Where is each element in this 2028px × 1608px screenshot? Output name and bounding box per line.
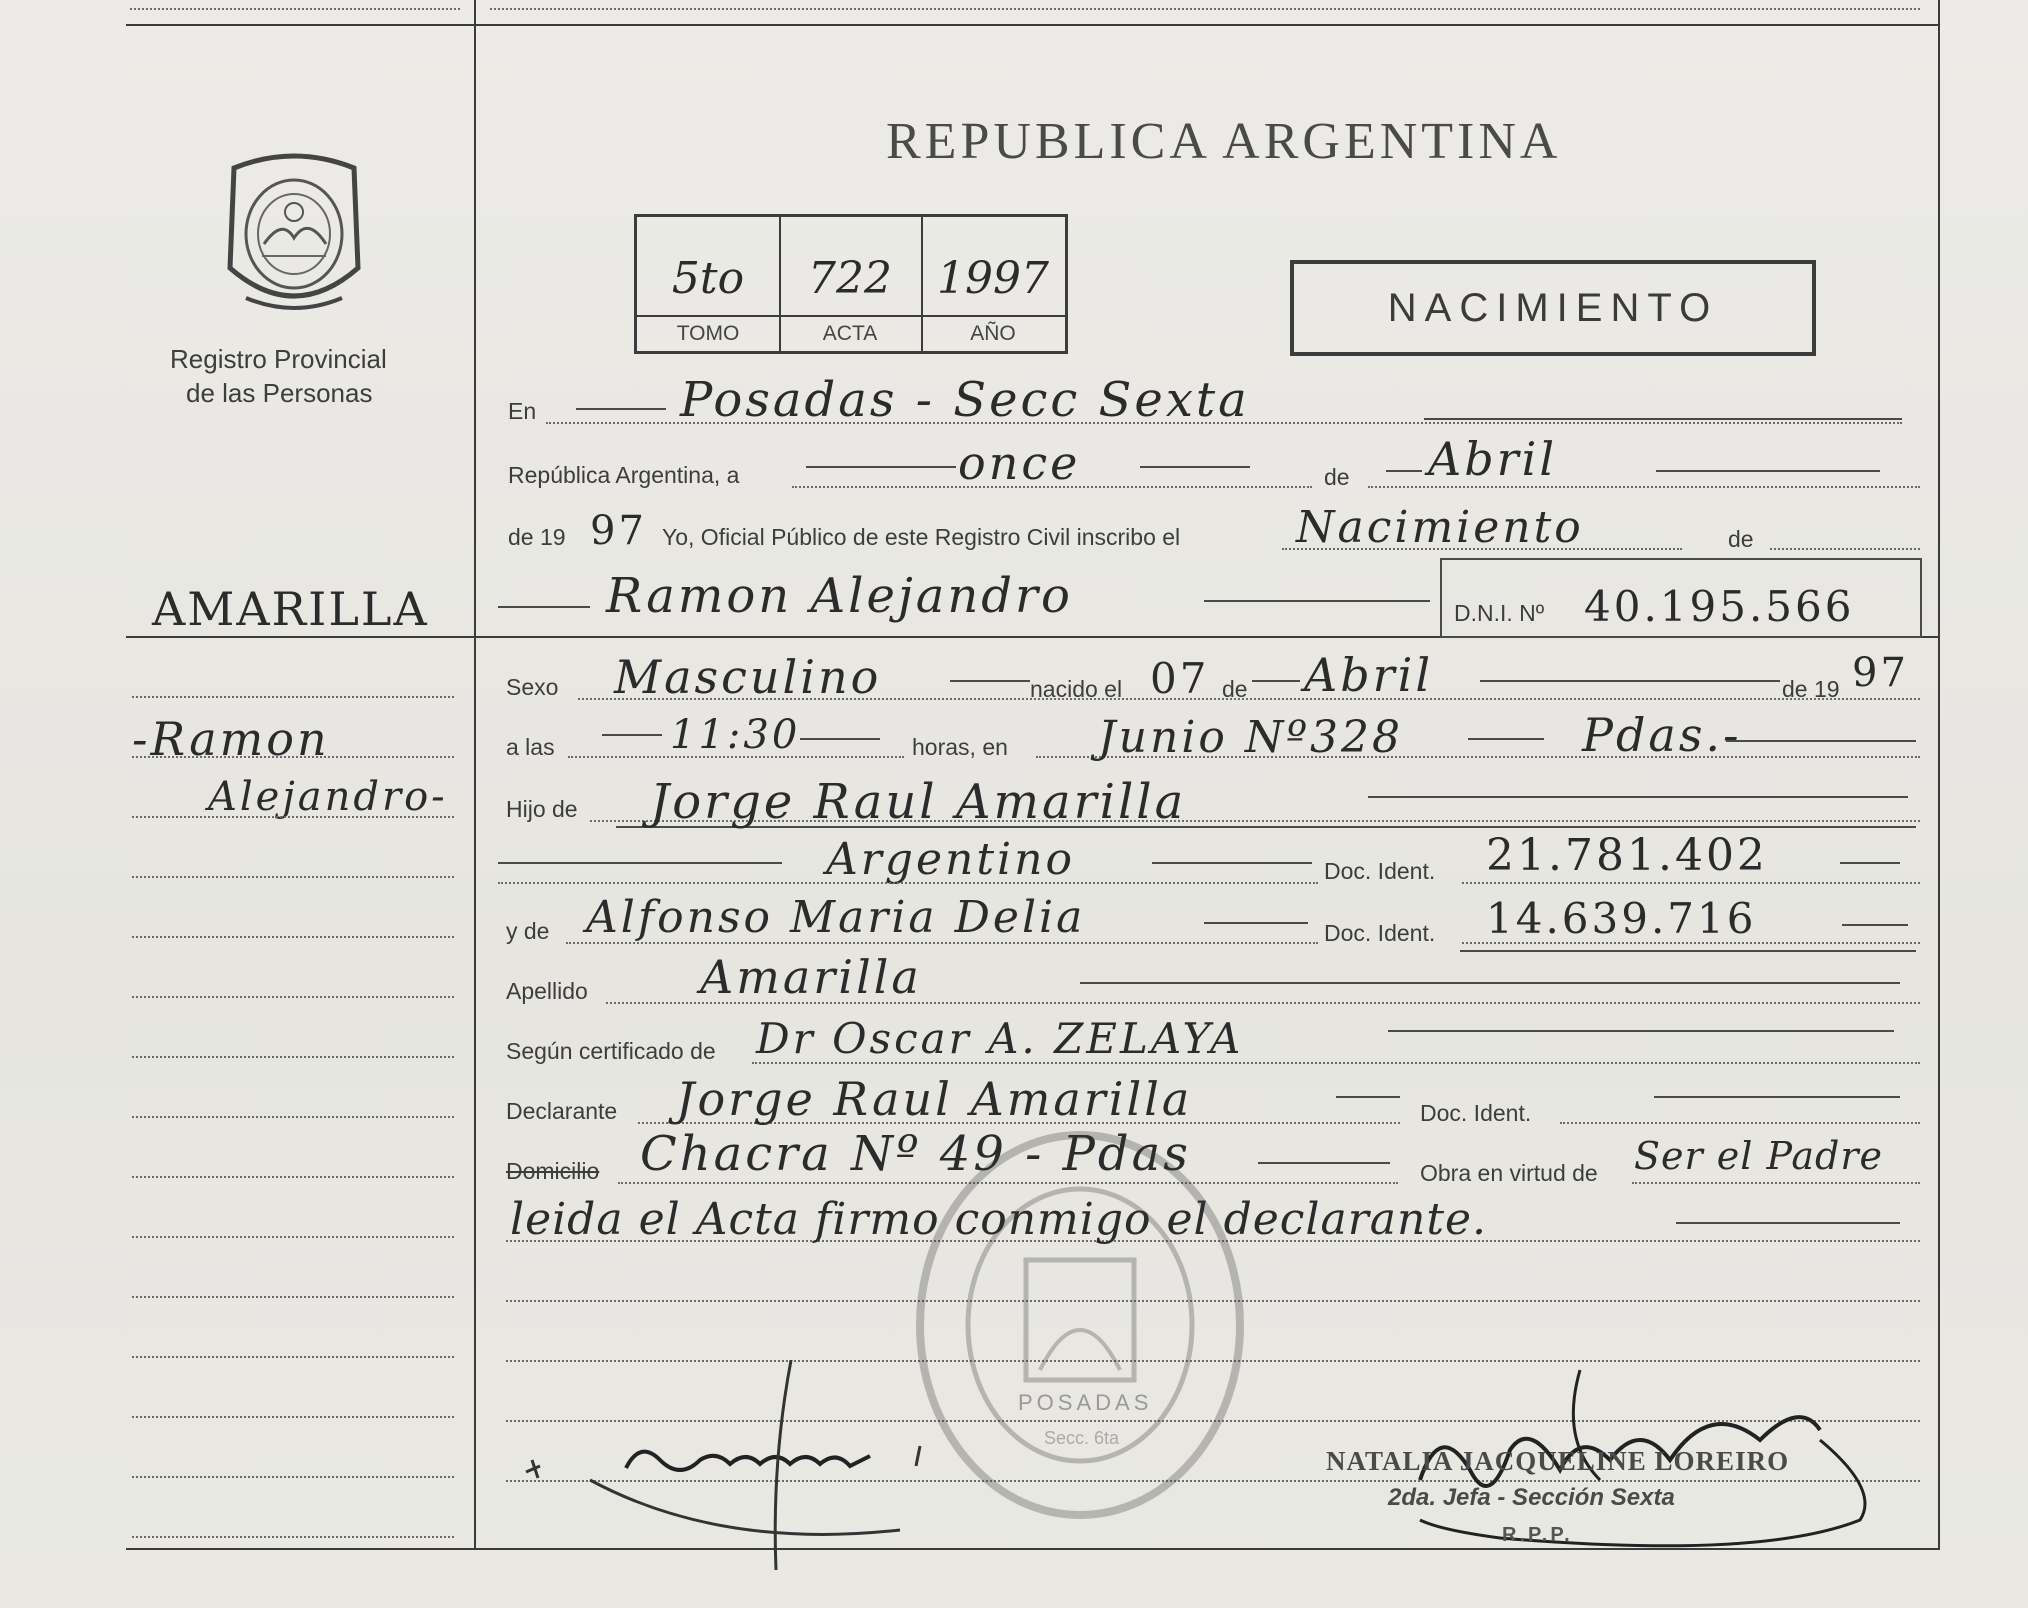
day-dash	[1140, 466, 1250, 468]
domicilio-dash	[1258, 1162, 1390, 1164]
hijo-label: Hijo de	[506, 796, 578, 822]
sidebar-line	[132, 816, 454, 818]
registry-name-line2: de las Personas	[186, 378, 373, 408]
top-dotted-right	[490, 8, 1920, 10]
declarant-signature-icon	[520, 1360, 940, 1580]
record-type: NACIMIENTO	[1387, 286, 1719, 330]
mother-underline	[1460, 950, 1916, 952]
sidebar-line	[132, 936, 454, 938]
registry-name-line1: Registro Provincial	[170, 344, 387, 374]
obra-label: Obra en virtud de	[1420, 1160, 1598, 1186]
sexo-value: Masculino	[614, 650, 882, 704]
birth-month: Abril	[1304, 648, 1434, 702]
register-acta-label: ACTA	[779, 315, 921, 351]
sidebar-line	[132, 1296, 454, 1298]
official-stamp-icon	[900, 1110, 1260, 1540]
register-ano-label: AÑO	[921, 315, 1065, 351]
de-label: de	[1324, 464, 1350, 490]
hour-dash-end	[800, 738, 880, 740]
mother-doc-dash	[1842, 924, 1908, 926]
sidebar-line	[132, 696, 454, 698]
top-rule	[126, 24, 1938, 26]
rep-dash	[806, 466, 956, 468]
horas-label: horas, en	[912, 734, 1008, 760]
birth-month-dash-end	[1480, 680, 1780, 682]
hour-value: 11:30	[670, 712, 801, 758]
rep-label: República Argentina, a	[508, 462, 740, 488]
birth-year: 97	[1852, 650, 1909, 696]
obra-value: Ser el Padre	[1634, 1134, 1883, 1178]
hour-dash	[602, 734, 662, 736]
register-tomo	[637, 217, 781, 351]
sidebar-divider	[474, 0, 476, 1550]
register-ano	[921, 217, 1065, 351]
father-doc-dash	[1840, 862, 1900, 864]
declarante-value: Jorge Raul Amarilla	[676, 1072, 1193, 1126]
apellido-value: Amarilla	[700, 950, 922, 1004]
sidebar-line	[132, 1476, 454, 1478]
dni-label: D.N.I. Nº	[1454, 600, 1545, 626]
nacido-label: nacido el	[1030, 676, 1123, 702]
sidebar-given-name-2: Alejandro-	[208, 774, 448, 820]
de-label-2: de	[1728, 526, 1754, 552]
month-dash	[1386, 470, 1422, 472]
nat-dash	[498, 862, 782, 864]
declarante-dash	[1336, 1096, 1400, 1098]
father-doc-label: Doc. Ident.	[1324, 858, 1436, 884]
certificate-value: Dr Oscar A. ZELAYA	[756, 1014, 1244, 1063]
birth-day: 07	[1150, 654, 1210, 703]
month-dash-end	[1656, 470, 1880, 472]
declarante-label: Declarante	[506, 1098, 618, 1124]
sidebar-line	[132, 1236, 454, 1238]
right-border	[1938, 0, 1940, 1550]
sidebar-line	[132, 1176, 454, 1178]
closing-dash	[1676, 1222, 1900, 1224]
inscribe-label: Yo, Oficial Público de este Registro Civil inscribo el	[662, 524, 1181, 550]
register-ano-value: 1997	[937, 253, 1049, 304]
sidebar-line	[132, 1116, 454, 1118]
domicilio-label: Domicilio	[506, 1158, 600, 1184]
declarante-doc-dash	[1654, 1096, 1900, 1098]
register-acta-value: 722	[808, 253, 892, 304]
father-dash-end	[1368, 796, 1908, 798]
register-tomo-label: TOMO	[637, 315, 779, 351]
declarante-doc-label: Doc. Ident.	[1420, 1100, 1532, 1126]
surname-underline	[126, 636, 426, 638]
sidebar-line	[132, 996, 454, 998]
apellido-label: Apellido	[506, 978, 588, 1004]
sidebar-given-name-1: -Ramon	[132, 712, 330, 766]
sidebar-line	[132, 876, 454, 878]
closing-text: leida el Acta firmo conmigo el declarante.	[510, 1194, 1488, 1245]
segun-label: Según certificado de	[506, 1038, 716, 1064]
alas-label: a las	[506, 734, 555, 760]
father-doc-line	[1462, 882, 1920, 884]
domicilio-value: Chacra Nº 49 - Pdas	[640, 1126, 1191, 1182]
sexo-dash	[950, 680, 1030, 682]
province-seal-icon	[222, 148, 366, 312]
year-value: 97	[590, 508, 647, 554]
en-dash	[576, 408, 666, 410]
stamp-text: POSADAS	[1018, 1390, 1153, 1415]
sidebar-line	[132, 1356, 454, 1358]
day-value: once	[958, 436, 1081, 490]
mother-dash	[1204, 922, 1308, 924]
father-name: Jorge Raul Amarilla	[650, 774, 1187, 830]
sidebar-line	[132, 1056, 454, 1058]
sidebar-line	[132, 1416, 454, 1418]
record-type-box	[1290, 260, 1816, 356]
father-doc: 21.781.402	[1486, 830, 1768, 881]
mother-doc: 14.639.716	[1486, 894, 1757, 943]
de-label-3: de	[1222, 676, 1248, 702]
mother-name: Alfonso Maria Delia	[586, 892, 1086, 943]
place-dash	[1468, 738, 1544, 740]
top-dotted-left	[130, 8, 460, 10]
en-label: En	[508, 398, 537, 424]
en-dash-end	[1424, 418, 1902, 420]
register-tomo-value: 5to	[671, 253, 745, 304]
name-value: Ramon Alejandro	[606, 568, 1073, 624]
stamp-subtext: Secc. 6ta	[1044, 1428, 1120, 1448]
place-dash-end	[1726, 740, 1916, 742]
sidebar-surname: AMARILLA	[152, 582, 429, 636]
sidebar-line	[132, 756, 454, 758]
father-nationality: Argentino	[826, 834, 1075, 885]
birth-month-dash	[1252, 680, 1300, 682]
year-prefix: de 19	[508, 524, 566, 550]
nat-line	[498, 882, 1318, 884]
official-org: R.P.P.	[1502, 1524, 1573, 1546]
sidebar-line	[132, 1536, 454, 1538]
de19-label: de 19	[1782, 676, 1840, 702]
place-value: Junio Nº328	[1098, 712, 1404, 763]
month-line	[1368, 486, 1920, 488]
obra-line	[1632, 1182, 1920, 1184]
act-value: Nacimiento	[1296, 502, 1584, 553]
declarante-doc-line	[1560, 1122, 1920, 1124]
name-dash	[498, 606, 590, 608]
register-box	[634, 214, 1068, 354]
sexo-label: Sexo	[506, 674, 559, 700]
official-name: NATALIA JACQUELINE LOREIRO	[1326, 1446, 1790, 1476]
apellido-dash	[1080, 982, 1900, 984]
document-title: REPUBLICA ARGENTINA	[886, 113, 1562, 170]
segun-dash	[1388, 1030, 1894, 1032]
register-acta	[779, 217, 923, 351]
nat-dash-end	[1152, 862, 1312, 864]
place-city: Pdas.-	[1582, 708, 1742, 762]
yde-label: y de	[506, 918, 550, 944]
mother-doc-label: Doc. Ident.	[1324, 920, 1436, 946]
act-line-end	[1770, 548, 1920, 550]
en-value: Posadas - Secc Sexta	[680, 372, 1250, 428]
month-value: Abril	[1428, 432, 1558, 486]
dni-value: 40.195.566	[1584, 582, 1855, 631]
name-dash-end	[1204, 600, 1430, 602]
official-title: 2da. Jefa - Sección Sexta	[1388, 1484, 1675, 1511]
